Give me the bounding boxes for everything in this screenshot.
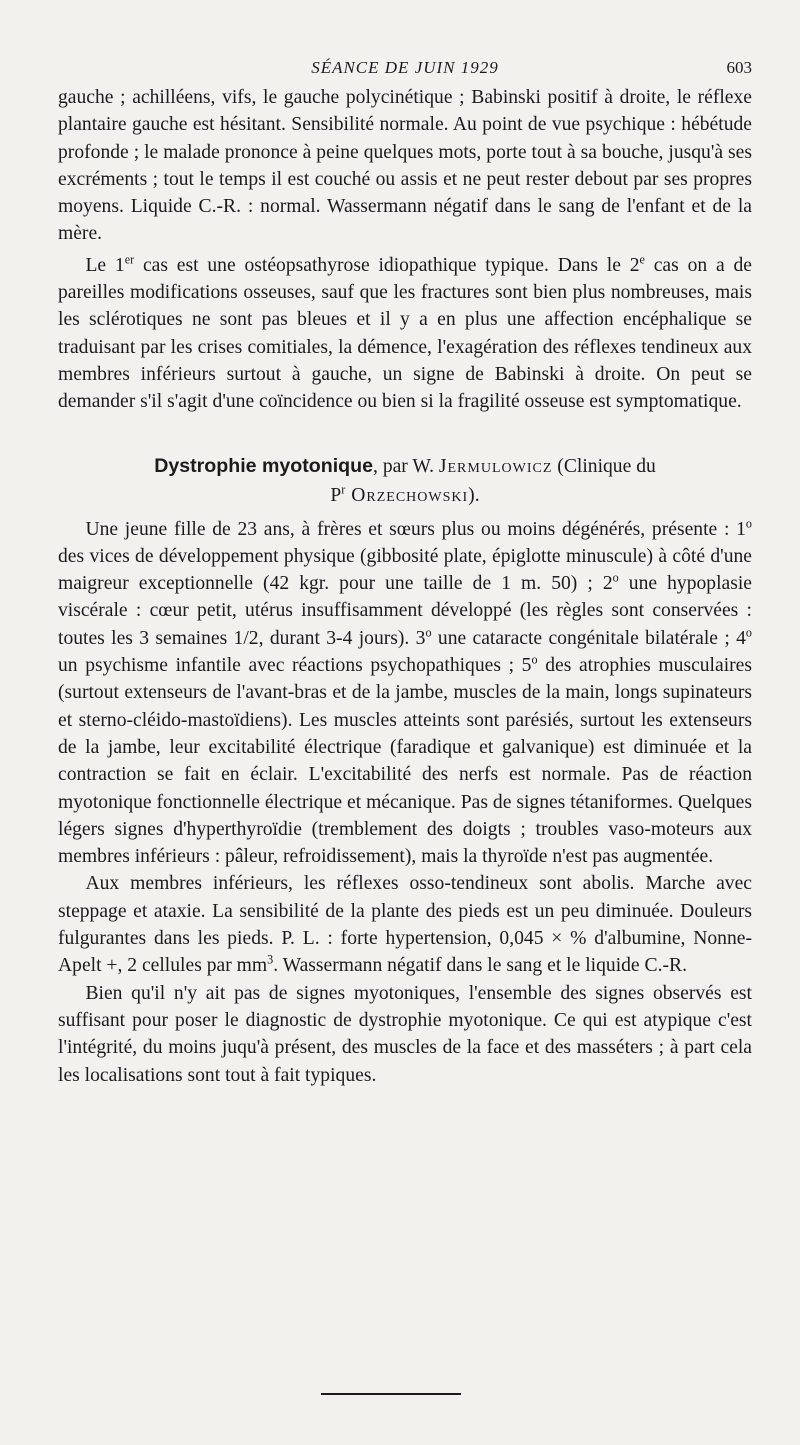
ordinal-sup: o [612, 570, 619, 585]
ordinal-sup: o [745, 625, 752, 640]
author-name: Jermulowicz [438, 455, 553, 477]
discussion-lead: Le 1 [85, 254, 125, 276]
conclusion-text: Bien qu'il n'y ait pas de signes myotoniques, l'ensemble des signes observés est suffisant pour poser le diagnostic de dystrophie myotonique. Ce qui est atypique c'est l'intégrité, du moins juqu'à présent, des muscles de la face et des masséters ; à part cela les localisations sont tout à fait typiques. [58, 982, 752, 1086]
article-heading [58, 452, 752, 510]
superscript-3: 3 [267, 952, 274, 967]
discussion-paragraph [58, 252, 752, 416]
ordinal-sup: o [531, 652, 538, 667]
page-body [58, 84, 752, 1089]
lower-limbs-paragraph [58, 870, 752, 979]
affiliation-open: (Clinique du [552, 455, 656, 477]
continuation-text: gauche ; achilléens, vifs, le gauche polycinétique ; Babinski positif à droite, le réflexe plantaire gauche est hésitant. Sensibilité normale. Au point de vue psychique : hébétude profonde ; le malade prononce à peine quelques mots, porte tout à sa bouche, jusqu'à ses excréments ; tout le temps il est couché ou assis et ne peut rester debout par ses propres moyens. Liquide C.-R. : normal. Wassermann négatif dans le sang de l'enfant et de la mère. [58, 87, 752, 245]
case-text-2: des vices de développement physique (gibbosité plate, épiglotte minuscule) à côté d'une maigreur exceptionnelle (42 kgr. pour une taille de 1 m. 50) ; 2 [58, 545, 752, 595]
superscript-er: er [124, 252, 135, 267]
superscript-e: e [639, 252, 645, 267]
case-paragraph [58, 516, 752, 871]
professor-name: Orzechowski [345, 484, 469, 506]
ordinal-sup: o [425, 625, 432, 640]
document-page [0, 54, 800, 1445]
professor-abbr: P [330, 484, 342, 506]
superscript-r: r [341, 482, 346, 497]
conclusion-paragraph [58, 980, 752, 1089]
case-text-4: une cataracte congénitale bilatérale ; 4 [431, 627, 746, 649]
page-number: 603 [726, 58, 752, 77]
ordinal-sup: o [745, 516, 752, 531]
case-text-6: des atrophies musculaires (surtout extenseurs de l'avant-bras et de la jambe, muscles de la main, longs supinateurs et sterno-cléido-mastoïdiens). Les muscles atteints sont parésiés, surtout les extenseurs de la jambe, leur excitabilité électrique (faradique et galvanique) est diminuée et la contraction se fait en éclair. L'excitabilité des nerfs est normale. Pas de réaction myotonique fonctionnelle électrique et mécanique. Pas de signes tétaniformes. Quelques légers signes d'hyperthyroïdie (tremblement des doigts ; troubles vaso-moteurs aux membres inférieurs : pâleur, refroidissement), mais la thyroïde n'est pas augmentée. [58, 655, 752, 868]
lower-limbs-text-1: Aux membres inférieurs, les réflexes osso-tendineux sont abolis. Marche avec steppage et ataxie. La sensibilité de la plante des pieds est un peu diminuée. Douleurs fulgurantes dans les pieds. P. L. : forte hypertension, 0,045 × % d'albumine, Nonne-Apelt +, 2 cellules par mm [58, 873, 752, 977]
affiliation-close: ). [468, 484, 480, 506]
byline-prefix: , par W. [373, 455, 439, 477]
case-text-1: Une jeune fille de 23 ans, à frères et sœurs plus ou moins dégénérés, présente : 1 [85, 518, 746, 540]
running-title: SÉANCE DE JUIN 1929 [311, 58, 499, 77]
continuation-paragraph [58, 84, 752, 248]
article-title: Dystrophie myotonique [154, 454, 374, 477]
lower-limbs-text-2: . Wassermann négatif dans le sang et le liquide C.-R. [273, 955, 687, 977]
case-text-5: un psychisme infantile avec réactions psychopathiques ; 5 [58, 655, 532, 677]
end-rule [321, 1393, 461, 1395]
case-text-3: une hypoplasie viscérale : cœur petit, utérus insuffisamment développé (les règles sont conservées : toutes les 3 semaines 1/2, durant 3-4 jours). 3 [58, 573, 752, 649]
discussion-mid: cas est une ostéopsathyrose idiopathique typique. Dans le 2 [134, 254, 640, 276]
discussion-rest: cas on a de pareilles modifications osseuses, sauf que les fractures sont bien plus nombreuses, mais les sclérotiques ne sont pas bleues et il y a en plus une affection encéphalique se traduisant par les crises comitiales, la démence, l'exagération des réflexes tendineux aux membres inférieurs surtout à gauche, un signe de Babinski à droite. On peut se demander s'il s'agit d'une coïncidence ou bien si la fragilité osseuse est symptomatique. [58, 254, 752, 413]
section-spacer [58, 416, 752, 452]
running-header [58, 54, 752, 84]
